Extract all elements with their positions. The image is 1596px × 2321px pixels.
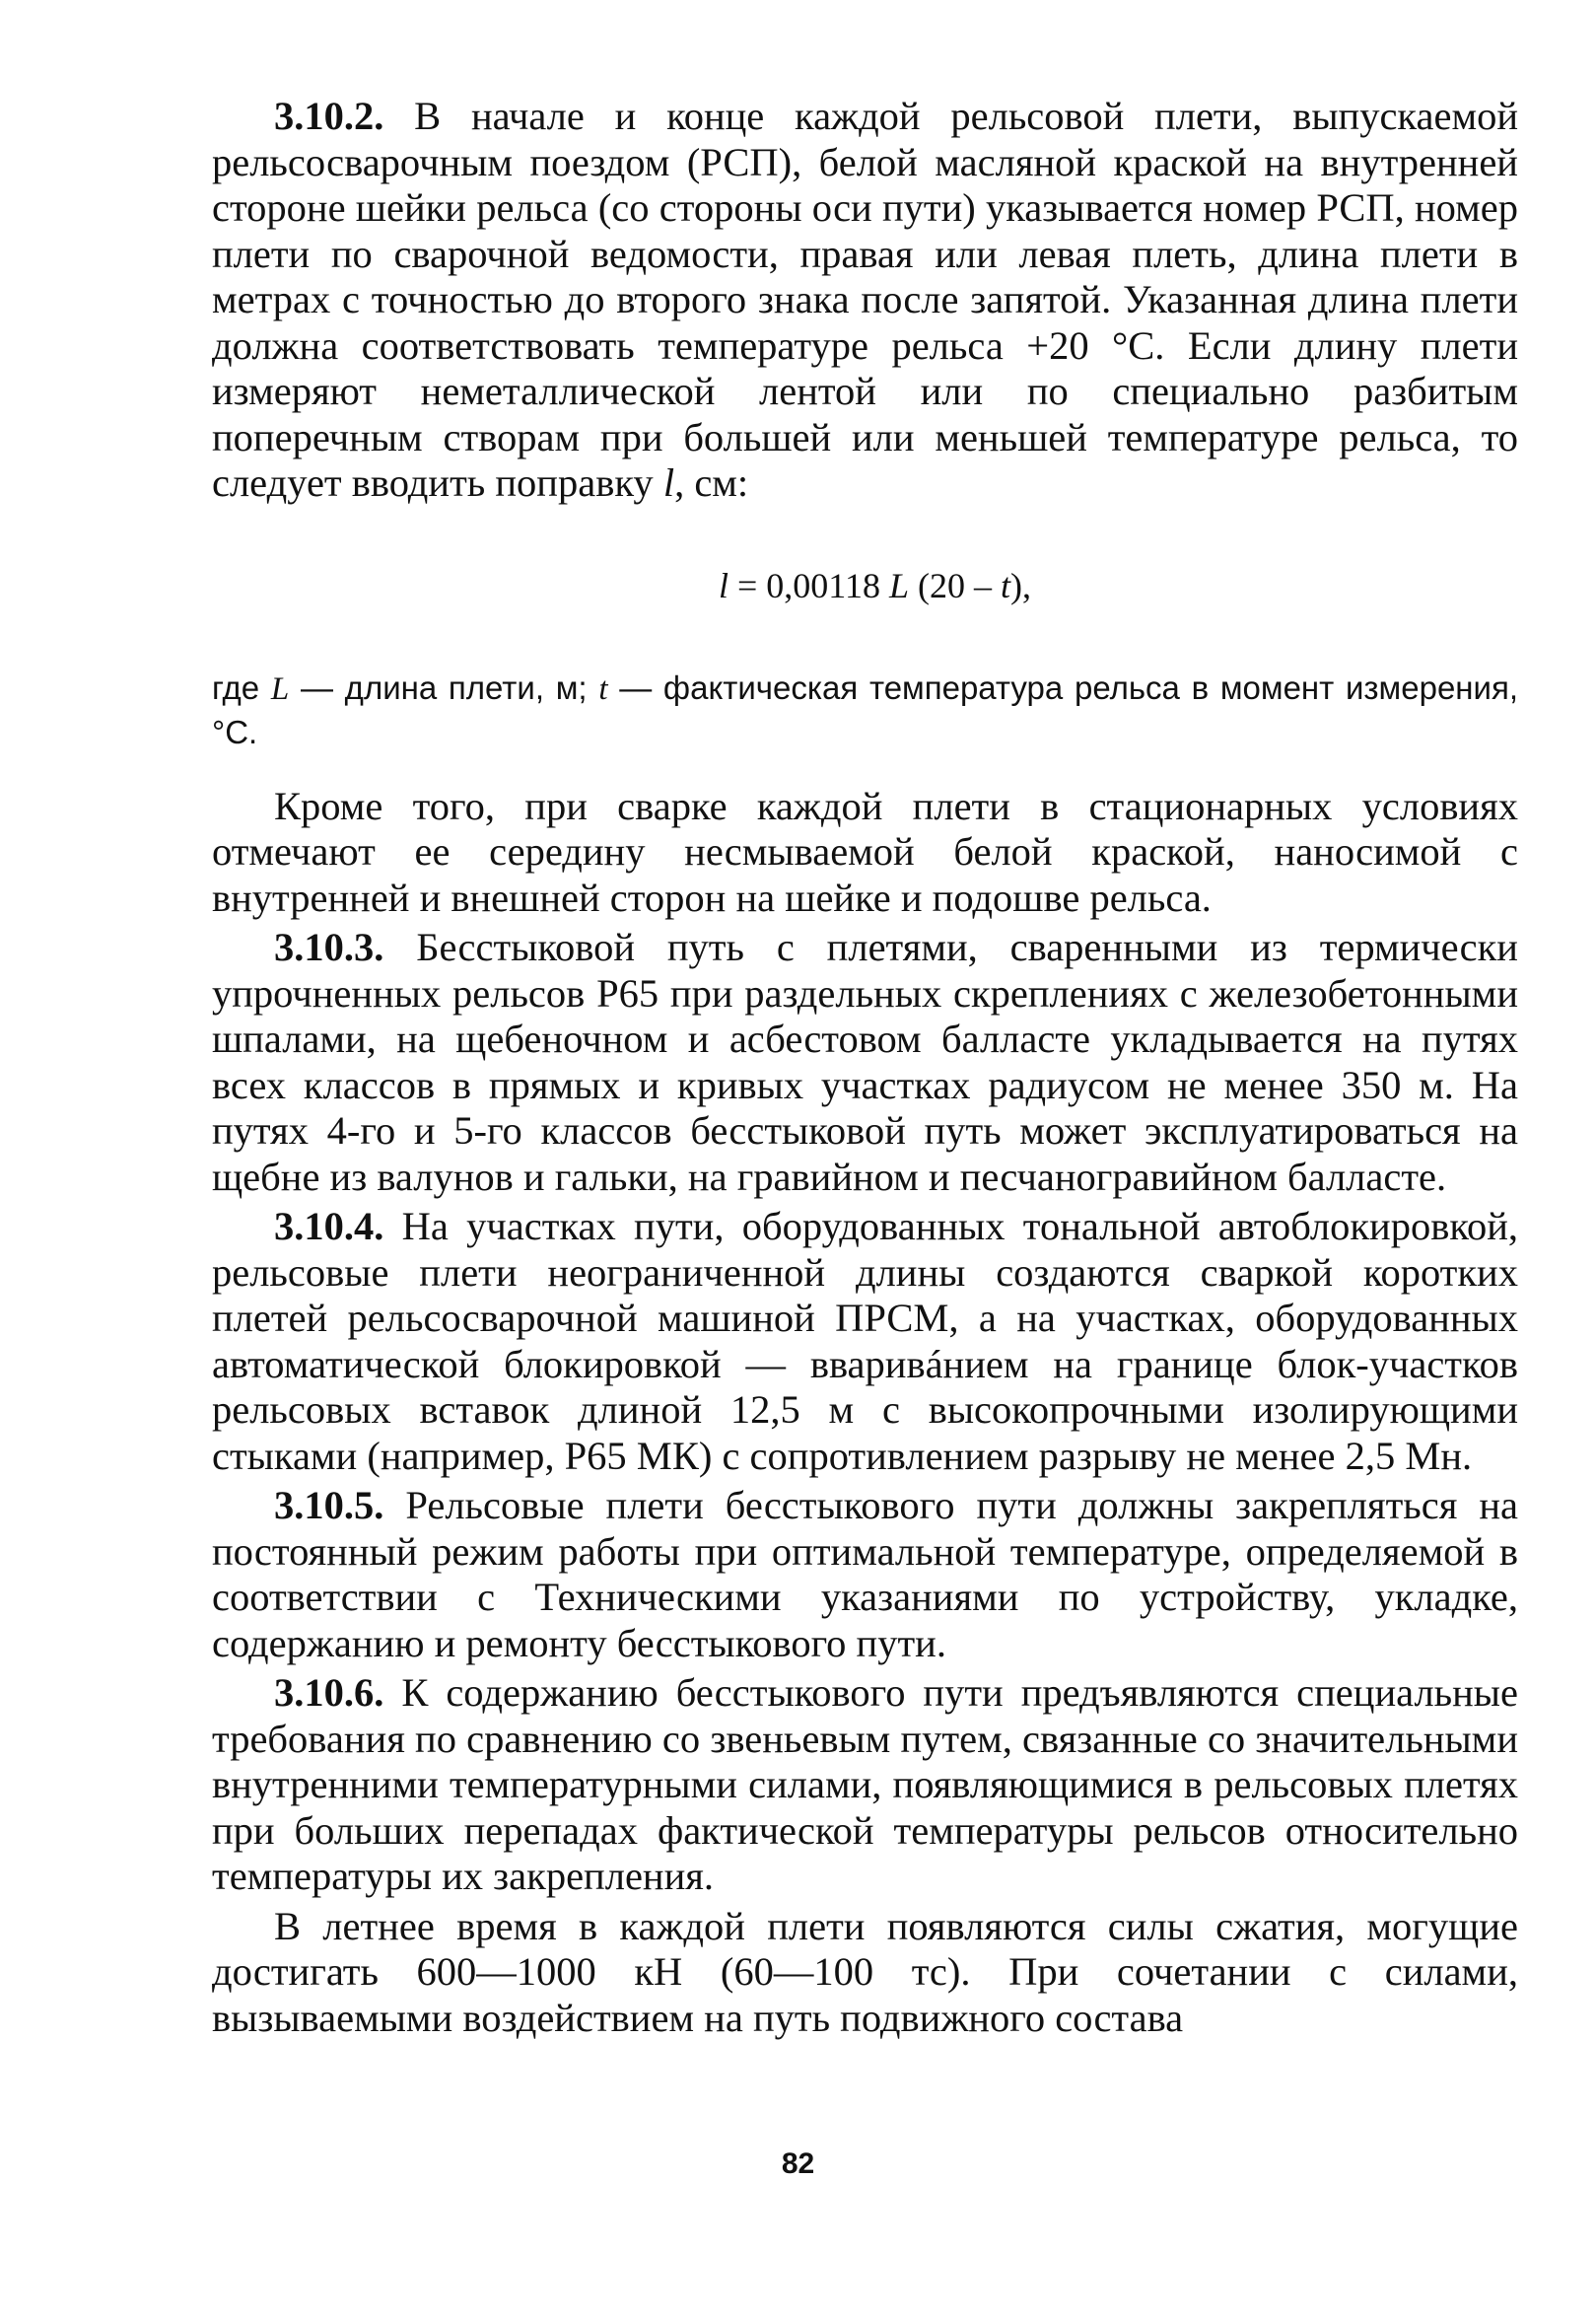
page-content bbox=[212, 94, 1518, 2041]
section-3-10-2 bbox=[212, 94, 1518, 507]
legend-part2: — фактическая температура рельса в момент измерения, °С. bbox=[212, 668, 1518, 750]
formula-eq: = 0,00118 bbox=[729, 565, 889, 605]
section-text: К содержанию бесстыкового пути предъявляются специальные требования по сравнению со звеньевым путем, связанные со значительными внутренними температурными силами, появляющимися в рельсовых плетях при больших перепадах фактической температуры рельсов относительно температуры их закрепления. bbox=[212, 1670, 1518, 1898]
formula bbox=[212, 564, 1518, 607]
section-number: 3.10.2. bbox=[274, 94, 384, 138]
paragraph-summer-forces bbox=[212, 1904, 1518, 2042]
formula-lhs: l bbox=[718, 565, 729, 605]
legend-prefix: где bbox=[212, 668, 271, 706]
section-3-10-6 bbox=[212, 1670, 1518, 1900]
section-text: В начале и конце каждой рельсовой плети, выпускаемой рельсосварочным поездом (РСП), белой масляной краской на внутренней стороне шейки рельса (со стороны оси пути) указывается номер РСП, номер плети по сварочной ведомости, правая или левая плеть, длина плети в метрах с точностью до второго знака после запятой. Указанная длина плети должна соответствовать температуре рельса +20 °С. Если длину плети измеряют неметаллической лентой или по специально разбитым поперечным створам при большей или меньшей температуре рельса, то следует вводить поправку bbox=[212, 94, 1518, 505]
formula-t: t bbox=[1001, 565, 1011, 605]
section-tail: , см: bbox=[674, 460, 749, 505]
section-text: Рельсовые плети бесстыкового пути должны закрепляться на постоянный режим работы при оптимальной температуре, определяемой в соответствии с Техническими указаниями по устройству, укладке, содержанию и ремонту бесстыкового пути. bbox=[212, 1483, 1518, 1665]
formula-close: ), bbox=[1010, 565, 1032, 605]
symbol-l: l bbox=[662, 460, 675, 505]
paragraph-marking bbox=[212, 784, 1518, 922]
formula-L: L bbox=[888, 565, 909, 605]
section-3-10-3 bbox=[212, 925, 1518, 1200]
legend-part1: — длина плети, м; bbox=[289, 668, 599, 706]
paragraph-text: В летнее время в каждой плети появляются силы сжатия, могущие достигать 600—1000 кН (60—100 тс). При сочетании с силами, вызываемыми воздействием на путь подвижного состава bbox=[212, 1903, 1518, 2040]
legend-t: t bbox=[598, 670, 608, 707]
section-number: 3.10.5. bbox=[274, 1483, 384, 1527]
legend-L: L bbox=[270, 670, 290, 707]
section-number: 3.10.3. bbox=[274, 925, 384, 969]
section-number: 3.10.6. bbox=[274, 1670, 384, 1715]
section-text: На участках пути, оборудованных тональной автоблокировкой, рельсовые плети неограниченной длины создаются сваркой коротких плетей рельсосварочной машиной ПРСМ, а на участках, оборудованных автоматической блокировкой — вваривáнием на границе блок-участков рельсовых вставок длиной 12,5 м с высокопрочными изолирующими стыками (например, Р65 МК) с сопротивлением разрыву не менее 2,5 Мн. bbox=[212, 1204, 1518, 1478]
section-text: Бесстыковой путь с плетями, сваренными из термически упрочненных рельсов Р65 при раздельных скреплениях с железобетонными шпалами, на щебеночном и асбестовом балласте укладывается на путях всех классов в прямых и кривых участках радиусом не менее 350 м. На путях 4-го и 5-го классов бесстыковой путь может эксплуатироваться на щебне из валунов и гальки, на гравийном и песчаногравийном балласте. bbox=[212, 925, 1518, 1199]
page-number: 82 bbox=[781, 2147, 815, 2180]
formula-open: (20 – bbox=[909, 565, 1001, 605]
paragraph-text: Кроме того, при сварке каждой плети в стационарных условиях отмечают ее середину несмываемой белой краской, наносимой с внутренней и внешней сторон на шейке и подошве рельса. bbox=[212, 783, 1518, 920]
section-3-10-5 bbox=[212, 1483, 1518, 1666]
formula-legend bbox=[212, 667, 1518, 754]
section-3-10-4 bbox=[212, 1204, 1518, 1479]
section-number: 3.10.4. bbox=[274, 1204, 384, 1248]
